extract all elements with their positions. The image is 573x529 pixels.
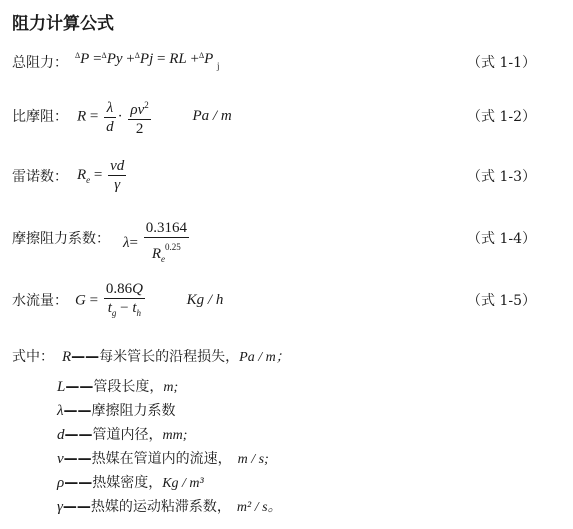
definition-item [57, 423, 282, 447]
formula-number: （式 1-5） [467, 293, 536, 309]
formula-unit: Kg / h [186, 292, 224, 309]
definition-item [57, 471, 282, 495]
formula-expression: λ= $\frac{0.3164}{R_e^{0.25}}$ [123, 220, 187, 264]
formula-expression: G = $\frac{0.86Q}{t_g - t_h}$ Kg / h [75, 281, 224, 318]
def-unit: Pa / m； [239, 350, 290, 365]
def-symbol: v [57, 451, 64, 467]
formula-expression: $R_e$ = $\frac{vd}{\gamma}$ [77, 158, 125, 193]
def-symbol: R [62, 349, 72, 365]
def-dash: —— [65, 379, 94, 395]
page-title: 阻力计算公式 [12, 14, 114, 34]
def-symbol: λ [57, 403, 64, 419]
def-unit: mm; [162, 428, 188, 443]
definition-list [57, 375, 282, 519]
def-dash: —— [62, 499, 91, 515]
definition-item [57, 447, 282, 471]
formula-number: （式 1-3） [467, 169, 536, 185]
formula-expression: $^\Delta$P =$^\Delta$Py +$^\Delta$Pj = RL +$^\Delta$P $_j$ [75, 51, 220, 71]
def-text: 摩擦阻力系数 [91, 403, 176, 419]
definition-item [57, 495, 282, 519]
formula-label: 比摩阻： [12, 109, 68, 125]
formula-expression: R = $\frac{\lambda}{d}$ · $\frac{\rho v^2}{2}$ Pa / m [77, 96, 232, 138]
def-text: 每米管长的沿程损失， [99, 349, 240, 365]
def-unit: m / s; [237, 452, 269, 467]
def-symbol: ρ [57, 475, 65, 491]
def-symbol: d [57, 427, 65, 443]
formula-label: 摩擦阻力系数： [12, 231, 110, 247]
def-text: 热媒密度， [92, 475, 163, 491]
formula-number: （式 1-1） [467, 55, 536, 71]
def-unit: m² / s。 [236, 500, 282, 515]
def-text: 热媒在管道内的流速， [91, 451, 232, 467]
def-unit: Kg / m³ [162, 476, 204, 491]
def-dash: —— [64, 427, 93, 443]
def-dash: —— [64, 475, 93, 491]
def-dash: —— [63, 403, 92, 419]
definition-intro-row [12, 346, 290, 366]
def-dash: —— [63, 451, 92, 467]
definition-item [57, 375, 282, 399]
formula-unit: Pa / m [192, 108, 232, 125]
formula-number: （式 1-4） [467, 231, 536, 247]
def-symbol: L [57, 379, 66, 395]
formula-label: 总阻力： [12, 55, 68, 71]
note-intro: 式中： [12, 349, 54, 365]
def-text: 管段长度， [93, 379, 164, 395]
definition-item [57, 399, 282, 423]
def-text: 管道内径， [92, 427, 163, 443]
def-text: 热媒的运动粘滞系数， [90, 499, 231, 515]
formula-label: 雷诺数： [12, 169, 68, 185]
def-unit: m; [163, 380, 179, 395]
def-dash: —— [71, 349, 100, 365]
formula-label: 水流量： [12, 293, 68, 309]
formula-number: （式 1-2） [467, 109, 536, 125]
def-symbol: γ [57, 499, 63, 515]
